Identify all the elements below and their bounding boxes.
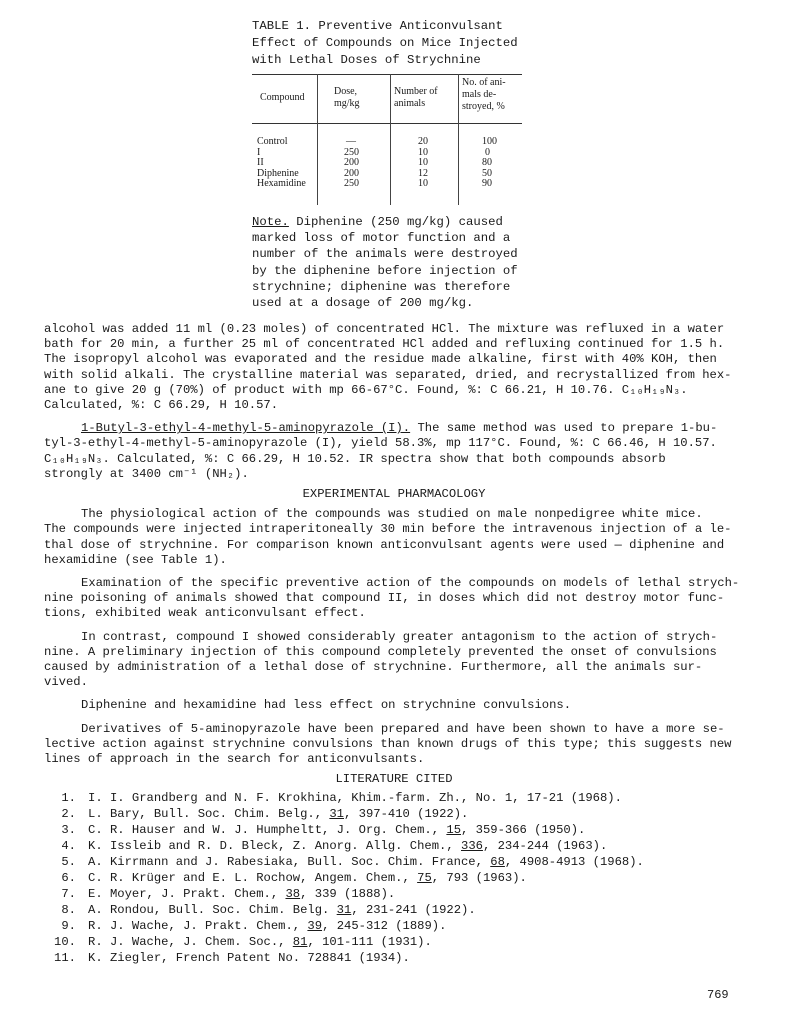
reference-number: 9. (61, 918, 76, 933)
table-header-rule (252, 123, 522, 124)
cell-compound: Control (257, 136, 288, 147)
reference-item (44, 935, 744, 951)
reference-pages: , 101-111 (1931). (307, 934, 432, 949)
reference-number: 1. (61, 791, 76, 806)
reference-item (44, 887, 744, 903)
results-table (252, 74, 522, 205)
reference-citation: L. Bary, Bull. Soc. Chim. Belg., (88, 807, 330, 822)
text-line: The isopropyl alcohol was evaporated and the residue made alkaline, first with 40% KOH, then (44, 352, 717, 367)
text-line: tions, exhibited weak anticonvulsant effect. (44, 606, 366, 621)
cell-compound: II (257, 157, 264, 168)
text-line: nine. A preliminary injection of this compound completely prevented the onset of convulsions (44, 644, 717, 659)
caption-line: Effect of Compounds on Mice Injected (252, 36, 518, 50)
text-line: hexamidine (see Table 1). (44, 552, 227, 567)
caption-line: TABLE 1. Preventive Anticonvulsant (252, 19, 503, 33)
reference-text (88, 887, 395, 903)
paragraph-examination (44, 576, 744, 622)
section-heading: EXPERIMENTAL PHARMACOLOGY (302, 487, 486, 502)
header-dose-unit: mg/kg (334, 98, 360, 109)
table-row (252, 137, 522, 148)
table-row (252, 179, 522, 190)
reference-volume: 39 (307, 918, 323, 933)
reference-text (88, 855, 644, 871)
reference-text (88, 903, 476, 919)
reference-volume: 31 (329, 807, 344, 822)
reference-pages: , 359-366 (1950). (461, 823, 586, 838)
cell-animals: 20 (418, 136, 428, 147)
note-line: strychnine; diphenine was therefore (252, 279, 511, 294)
cell-animals: 10 (418, 157, 428, 168)
reference-number: 8. (61, 902, 76, 917)
header-destroyed-line: mals de- (462, 89, 497, 100)
reference-item (44, 903, 744, 919)
reference-text (88, 823, 585, 839)
header-dose-line: Dose, (334, 86, 358, 97)
text-line: with solid alkali. The crystalline material was separated, dried, and recrystallized from hex- (44, 367, 732, 382)
text-line: Examination of the specific preventive action of the compounds on models of lethal strych- (81, 576, 740, 591)
reference-number: 4. (61, 839, 76, 854)
text-span: The same method was used to prepare 1-bu- (410, 421, 718, 436)
text-line: The compounds were injected intraperitoneally 30 min before the intravenous injection of a le- (44, 522, 732, 537)
reference-volume: 336 (461, 839, 483, 854)
cell-animals: 10 (418, 178, 428, 189)
reference-citation: K. Issleib and R. D. Bleck, Z. Anorg. Allg. Chem., (88, 839, 461, 854)
reference-pages: , 231-241 (1922). (351, 902, 476, 917)
reference-citation: K. Ziegler, French Patent No. 728841 (1934). (88, 950, 410, 965)
table-row (252, 158, 522, 169)
text-line: In contrast, compound I showed considerably greater antagonism to the action of strych- (81, 629, 718, 644)
reference-item (44, 871, 744, 887)
page-number: 769 (707, 988, 729, 1002)
cell-animals: 10 (418, 146, 428, 158)
reference-pages: , 397-410 (1922). (344, 807, 469, 822)
text-line: The physiological action of the compounds was studied on male nonpedigree white mice. (81, 507, 703, 522)
header-animals-line: animals (394, 98, 426, 109)
cell-destroyed: 50 (482, 167, 492, 179)
reference-text (88, 871, 527, 887)
note-line (252, 214, 527, 230)
reference-citation: A. Kirrmann and J. Rabesiaka, Bull. Soc. Chim. France, (88, 855, 491, 870)
reference-item (44, 951, 744, 967)
paragraph-diphenine (44, 698, 744, 713)
text-line: nine poisoning of animals showed that compound II, in doses which did not destroy motor func- (44, 591, 725, 606)
section-heading: LITERATURE CITED (335, 772, 453, 787)
note-line: marked loss of motor function and a (252, 231, 511, 246)
reference-volume: 15 (446, 823, 462, 838)
header-animals (394, 86, 438, 110)
reference-citation: A. Rondou, Bull. Soc. Chim. Belg. (88, 902, 337, 917)
caption-line: with Lethal Doses of Strychnine (252, 53, 481, 67)
header-animals-line: Number of (394, 86, 438, 97)
reference-text (88, 935, 432, 951)
reference-volume: 38 (285, 886, 301, 901)
reference-number: 2. (61, 807, 76, 822)
header-destroyed-line: stroyed, % (462, 101, 505, 112)
reference-number: 10. (54, 934, 76, 949)
reference-pages: , 339 (1888). (300, 886, 396, 901)
cell-compound: Diphenine (257, 167, 299, 179)
reference-citation: E. Moyer, J. Prakt. Chem., (88, 886, 286, 901)
cell-dose: 250 (344, 178, 359, 189)
text-line: alcohol was added 11 ml (0.23 moles) of concentrated HCl. The mixture was refluxed in a water (44, 322, 725, 336)
paragraph-contrast (44, 630, 744, 691)
text-line: ane to give 20 g (70%) of product with mp 66-67°C. Found, %: C 66.21, H 10.76. C₁₀H₁₉N₃. (44, 382, 688, 397)
text-line: Calculated, %: C 66.29, H 10.57. (44, 398, 279, 413)
cell-destroyed: 80 (482, 157, 492, 168)
reference-number: 5. (61, 855, 76, 870)
note-text: Diphenine (250 mg/kg) caused (288, 215, 503, 229)
table-body (252, 137, 522, 190)
table-note (252, 214, 527, 311)
reference-item (44, 839, 744, 855)
header-destroyed-line: No. of ani- (462, 77, 506, 88)
cell-animals: 12 (418, 167, 428, 179)
reference-number: 3. (61, 823, 76, 838)
table-caption (252, 18, 532, 69)
paragraph-physiology (44, 507, 744, 568)
cell-dose: — (346, 136, 356, 147)
reference-citation: R. J. Wache, J. Chem. Soc., (88, 934, 293, 949)
table-top-rule (252, 74, 522, 75)
reference-list (44, 791, 744, 966)
reference-citation: C. R. Hauser and W. J. Humpheltt, J. Org. Chem., (88, 823, 447, 838)
reference-text (88, 951, 410, 967)
compound-title: 1-Butyl-3-ethyl-4-methyl-5-aminopyrazole (I). (81, 421, 411, 436)
reference-pages: , 245-312 (1889). (322, 918, 447, 933)
text-line: bath for 20 min, a further 25 ml of concentrated HCl added and refluxing continued for 1.5 h. (44, 337, 725, 352)
text-line: Diphenine and hexamidine had less effect on strychnine convulsions. (81, 698, 572, 713)
reference-pages: , 4908-4913 (1968). (504, 855, 644, 870)
reference-number: 11. (54, 950, 76, 965)
article-body (44, 322, 744, 966)
reference-item (44, 807, 744, 823)
text-line: caused by administration of a lethal dose of strychnine. Furthermore, all the animals sur- (44, 660, 703, 675)
text-line: strongly at 3400 cm⁻¹ (NH₂). (44, 466, 249, 481)
text-line: Derivatives of 5-aminopyrazole have been prepared and have been shown to have a more se- (81, 721, 725, 736)
text-line: vived. (44, 675, 88, 690)
reference-volume: 31 (336, 902, 352, 917)
text-line (44, 421, 744, 436)
paragraph-conclusion (44, 722, 744, 768)
reference-item (44, 855, 744, 871)
cell-dose: 200 (344, 167, 359, 179)
text-line: tyl-3-ethyl-4-methyl-5-aminopyrazole (I), yield 58.3%, mp 117°C. Found, %: C 66.46, H 10.57. (44, 436, 717, 451)
cell-destroyed: 0 (485, 146, 490, 158)
note-line: number of the animals were destroyed (252, 247, 518, 262)
reference-number: 7. (61, 886, 76, 901)
reference-pages: , 793 (1963). (431, 871, 527, 886)
header-destroyed (462, 77, 506, 113)
paragraph-compound-i (44, 421, 744, 482)
reference-item (44, 919, 744, 935)
reference-text (88, 807, 468, 823)
text-line: lective action against strychnine convulsions than known drugs of this type; this suggests new (44, 736, 732, 751)
reference-text (88, 919, 446, 935)
header-dose (334, 86, 360, 110)
reference-text (88, 839, 607, 855)
text-line: C₁₀H₁₉N₃. Calculated, %: C 66.29, H 10.52. IR spectra show that both compounds absorb (44, 451, 666, 466)
header-compound: Compound (260, 92, 305, 103)
cell-destroyed: 90 (482, 178, 492, 189)
note-line: used at a dosage of 200 mg/kg. (252, 296, 474, 311)
reference-citation: R. J. Wache, J. Prakt. Chem., (88, 918, 308, 933)
reference-citation: I. I. Grandberg and N. F. Krokhina, Khim.-farm. Zh., No. 1, 17-21 (1968). (88, 791, 622, 806)
reference-number: 6. (61, 871, 76, 886)
text-line: lines of approach in the search for anticonvulsants. (44, 752, 425, 767)
reference-citation: C. R. Krüger and E. L. Rochow, Angem. Chem., (88, 871, 418, 886)
reference-volume: 68 (490, 855, 505, 870)
reference-text (88, 791, 622, 807)
note-line: by the diphenine before injection of (252, 263, 518, 278)
cell-dose: 200 (344, 157, 359, 168)
reference-volume: 75 (417, 871, 432, 886)
cell-compound: Hexamidine (257, 178, 306, 189)
reference-item (44, 823, 744, 839)
text-line: thal dose of strychnine. For comparison known anticonvulsant agents were used — diphenine and (44, 537, 725, 552)
reference-volume: 81 (292, 934, 308, 949)
reference-pages: , 234-244 (1963). (482, 839, 608, 854)
cell-destroyed: 100 (482, 136, 497, 147)
cell-dose: 250 (344, 146, 359, 158)
cell-compound: I (257, 146, 261, 158)
note-label: Note. (252, 215, 289, 229)
paragraph-synthesis (44, 322, 744, 413)
reference-item (44, 791, 744, 807)
